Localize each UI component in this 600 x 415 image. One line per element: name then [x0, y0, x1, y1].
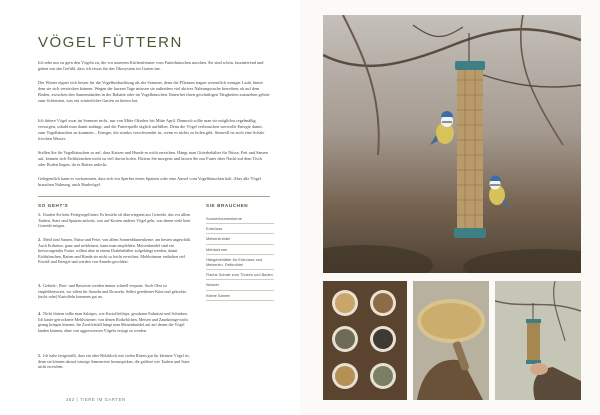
step-4 [38, 311, 193, 333]
needs-heading: SIE BRAUCHEN [206, 203, 249, 208]
step-text: Nicht füttern sollte man Salziges, wie Kartoffelchips, gesalzene Erdnüsse und Schinken. Ich kaufe getrocknete Mehlwürmer; von denen Rotkehlchen, Meisen und Zaunkönige nicht genug kriegen können. Im Zweifelsfall hängt man Meisenknödel auf auf denen die Vögel landen können, ohne von aggressiveren Vögeln verjagt zu werden. [38, 311, 188, 333]
seed-bowls-photo [323, 281, 407, 400]
intro-paragraph-3: Ich füttere Vögel zwar im Sommer nicht, nur von Mitte Oktober bis Mitte April. Dennoch sollte man sie möglichst regelmäßig versorgen, sobald man damit anfängt, und die Futterquelle täglich auffüllen. Denn die Vögel verbrauchen wertvolle Energie damit, zum Vogelhäuschen zu kommen – Energie, die sinnlos verschwendet ist, wenn es nichts zu holen gibt. Sinnvoll ist auch eine Schale frischen Wasser. [38, 118, 265, 141]
feeder-with-blue-tits-photo [323, 15, 581, 273]
section-rule [38, 196, 270, 197]
step-1 [38, 212, 193, 229]
hanging-feeder-photo [495, 281, 581, 400]
step-number: 2. [38, 237, 42, 242]
needs-item: Sonnenblumenkerne [206, 214, 274, 224]
step-text: Ich habe festgestellt, dass ein alter Holzblock mit vielen Ritzen gut für kleinere Vögel ist, denn sie können darauf winzige Samenreste herauspicken, die größere wie Tauben und Stare nicht erreichen. [38, 353, 190, 370]
intro-paragraph-5: Gelegentlich kann es vorkommen, dass sich ein Sperber einen Spatzen oder eine Amsel vom Vogelhäuschen holt. Aber alle Vögel brauchen Nahrung, auch Raubvögel. [38, 176, 261, 187]
step-number: 3. [38, 283, 42, 288]
needs-item: Wasser [206, 280, 274, 290]
needs-item: Flache Schale zum Trinken und Baden [206, 270, 274, 280]
needs-item: Mehlwürmer [206, 245, 274, 255]
needs-item: Meisenknödel [206, 234, 274, 244]
needs-list [206, 214, 274, 301]
intro-paragraph-2: Der Winter eignet sich besser für die Vogelbeobachtung als der Sommer, denn die Pflanzen tragen wesentlich weniger Laub, hinter dem sie sich verstecken können. Wegen der kurzen Tage müssen sie außerdem viel aktiver Nahrungssuche betreiben, ob auf dem Boden, zwischen den Samenständen in der Rabatte oder im Vogelhäuschen. Ihnen bei ihren geschäftigen Tätigkeiten zuzusehen gehört zum Schönsten, was ein winterlicher Garten zu bieten hat. [38, 80, 270, 103]
page-title: VÖGEL FÜTTERN [38, 34, 183, 51]
needs-item: Kleine Samen [206, 291, 274, 301]
steps-heading: SO GEHT'S [38, 203, 69, 208]
needs-item: Hängebehälter für Erdnüsse und Meisenkn. Fettknödel [206, 255, 274, 270]
step-2 [38, 237, 193, 265]
step-number: 4. [38, 311, 42, 316]
seed-scoop-photo [413, 281, 489, 400]
intro-paragraph-4: Stellen Sie ihr Vogelhäuschen so auf, dass Katzen und Hunde es nicht erreichen. Hängt man Gitterbehälter für Nüsse, Fett und Samen auf, können sich Eichhörnchen nicht zu viel davon holen. Füttern Sie morgens und lassen Sie nur Futter über Nacht auf dem Tisch oder Boden liegen, da es Ratten anlockt. [38, 150, 268, 167]
step-text: Kaufen Sie kein Fertigvogelfutter. Es besteht oft überwiegend aus Getreide, das vor allem Tauben, Stare und Spatzen anlockt, was auf Kosten anderer Vögel geht, von denen viele kein Getreide mögen. [38, 212, 191, 229]
page-folio: 282 | TIERE IM GARTEN [66, 397, 126, 402]
step-text: Meid sind Samen, Nüsse und Fette, von allem Sonnenblumenkerne, am besten ungeschält. Auch Erdnüsse, ganz und zerkleinert, kann man empfehlen. Meisenknödel sind ein hervorragendes Futter, sollten aber in einem Drahtbehälter aufgehängt werden, damit Eichhörnchen, Ratten und Hunde sie nicht so leicht erreichen. Mehlwürmer enthalten viel Eiweiß und Energie und werden von Amseln geschätzt. [38, 237, 192, 265]
step-text: Gebäck-, Brot- und Reisreste werden immer schnell verputzt. Auch Obst ist empfehlenswert, vor allem für Amseln und Drosseln. Selbst gereibener Käse und gekochte (nicht rohe) Kartoffeln kommen gut an. [38, 283, 187, 300]
intro-paragraph-1: Ich sehe nur zu gern den Vögeln zu, die vor unserem Küchenfenster vom Futterhäuschen naschen. Sie sind schön, faszinierend und geben mir das Gefühl, dass ich etwas für das Ökosystem im Garten tue. [38, 60, 264, 71]
needs-item: Erdnüsse [206, 224, 274, 234]
hanging-feeder-illustration [495, 281, 581, 400]
feeder-illustration [323, 15, 581, 273]
step-number: 5. [38, 353, 42, 358]
step-5 [38, 353, 193, 370]
seed-bowls-illustration [323, 281, 407, 400]
step-number: 1. [38, 212, 42, 217]
step-3 [38, 283, 193, 300]
seed-scoop-illustration [413, 281, 489, 400]
